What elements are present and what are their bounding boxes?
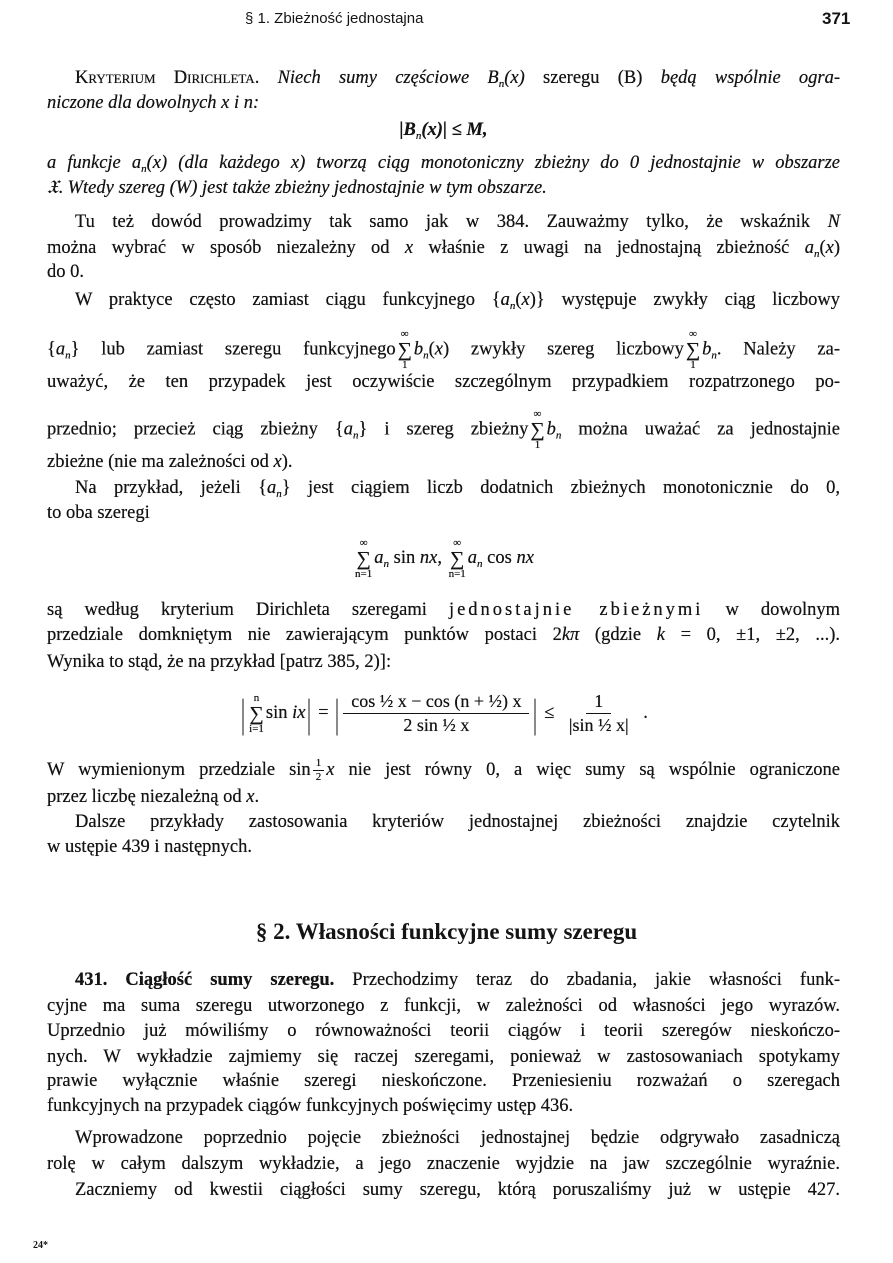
- sigma-glyph: ∑: [530, 419, 545, 441]
- sigma-glyph: ∑: [450, 547, 465, 570]
- text-line: [47, 65, 840, 91]
- text-segment: ): [833, 238, 840, 258]
- text-segment: (: [515, 290, 522, 310]
- sum-lower-limit: n=1: [448, 567, 466, 580]
- text-segment: x: [434, 339, 443, 360]
- page-number: 371: [822, 9, 851, 28]
- text-segment: x: [273, 452, 282, 472]
- text-segment: b: [546, 419, 556, 440]
- text-segment: x: [521, 290, 530, 310]
- text-segment: a: [266, 478, 277, 498]
- text-segment: n: [423, 349, 429, 362]
- text-segment: jednostajnie zbieżnymi: [448, 600, 704, 620]
- sum-lower-limit: 1: [534, 439, 541, 451]
- text-segment: } i szereg zbieżny: [358, 419, 529, 440]
- text-segment: Niech sumy częściowe B: [259, 68, 499, 88]
- text-segment: 𝔛: [47, 177, 59, 198]
- fraction: [343, 690, 529, 737]
- text-line: [47, 328, 840, 371]
- text-segment: cyjne ma suma szeregu utworzonego z funkcji, w zależności od własności jego wyrazów.: [47, 996, 840, 1016]
- text-segment: zbieżne (nie ma zależności od: [47, 452, 274, 472]
- text-segment: ix: [292, 703, 306, 723]
- text-segment: Zaczniemy od kwestii ciągłości sumy szeregu, którą poruszaliśmy już w ustępie 427.: [75, 1180, 840, 1200]
- sigma-glyph: ∑: [249, 702, 264, 725]
- text-segment: ) zwykły szereg liczbowy: [443, 339, 684, 360]
- text-segment: n: [141, 163, 147, 175]
- text-segment: nie jest równy 0, a więc sumy są wspólnie ograniczone: [334, 760, 840, 780]
- text-line: [47, 834, 840, 860]
- signature-mark: 24*: [33, 1240, 48, 1251]
- text-segment: można wybrać w sposób niezależny od: [47, 238, 405, 258]
- text-segment: (x): [504, 68, 525, 88]
- text-segment: przez liczbę niezależną od: [47, 787, 247, 807]
- text-segment: n: [555, 429, 562, 442]
- summation-symbol: [398, 329, 412, 371]
- text-segment: 431. Ciągłość sumy szeregu.: [75, 970, 335, 990]
- text-segment: a: [467, 548, 478, 568]
- text-segment: n: [813, 248, 820, 260]
- text-segment: n: [383, 558, 390, 570]
- text-segment: } jest ciągiem liczb dodatnich zbieżnych monotonicznie do 0,: [281, 478, 840, 498]
- text-line: [47, 117, 840, 143]
- absolute-value-bar: |: [533, 690, 538, 736]
- text-segment: nx: [419, 548, 438, 568]
- text-segment: x: [246, 787, 255, 807]
- text-segment: są według kryterium Dirichleta szeregami: [47, 600, 449, 620]
- text-segment: (x) (dla każdego x) tworzą ciąg monotoniczny zbieżny do 0 jednostajnie w obszarze: [146, 153, 840, 173]
- text-segment: (x)| ≤ M,: [421, 120, 488, 140]
- text-segment: prawie wyłącznie właśnie szeregi nieskończone. Przeniesieniu rozważań o szeregach: [47, 1071, 840, 1091]
- text-segment: funkcyjnych na przypadek ciągów funkcyjnych poświęcimy ustęp 436.: [47, 1096, 574, 1116]
- text-segment: =: [313, 703, 334, 723]
- summation-symbol: [249, 693, 264, 735]
- text-segment: . Należy za-: [716, 339, 840, 360]
- sum-upper-limit: ∞: [689, 328, 697, 340]
- sum-lower-limit: 1: [690, 359, 696, 371]
- fraction-numerator: 1: [313, 758, 325, 772]
- summation-symbol: [355, 538, 372, 580]
- text-line: [47, 175, 840, 201]
- text-segment: właśnie z uwagi na jednostajną zbieżność: [413, 238, 805, 258]
- fraction-denominator: 2: [315, 771, 322, 784]
- text-segment: n: [509, 300, 516, 312]
- text-segment: |B: [399, 120, 416, 140]
- text-segment: a: [374, 548, 384, 568]
- summation-symbol: [686, 329, 700, 371]
- text-segment: (: [428, 339, 435, 360]
- text-segment: n: [276, 488, 282, 500]
- text-segment: cos: [482, 548, 517, 568]
- fraction-numerator: cos ½ x − cos (n + ½) x: [343, 690, 529, 714]
- text-segment: Tu też dowód prowadzimy tak samo jak w 384. Zauważmy tylko, że wskaźnik: [75, 212, 828, 232]
- text-line: [47, 259, 840, 285]
- running-header-title: § 1. Zbieżność jednostajna: [245, 10, 424, 27]
- summation-symbol: [530, 409, 544, 451]
- text-segment: Wprowadzone poprzednio pojęcie zbieżności jednostajnej będzie odgrywało zasadniczą: [75, 1128, 840, 1148]
- sigma-glyph: ∑: [685, 339, 701, 361]
- fraction-numerator: 1: [586, 690, 611, 714]
- absolute-value-bar: |: [307, 690, 312, 736]
- text-segment: ≤: [539, 703, 559, 723]
- text-segment: x: [825, 238, 834, 258]
- text-line: [47, 1125, 840, 1151]
- text-segment: a: [343, 419, 353, 440]
- text-segment: Kryterium Dirichleta.: [75, 68, 260, 88]
- text-segment: sin: [389, 548, 420, 568]
- text-segment: a: [55, 339, 66, 360]
- text-line: [47, 90, 840, 116]
- fraction: [561, 690, 637, 737]
- text-line: [47, 533, 840, 583]
- text-segment: kπ: [561, 625, 580, 645]
- text-segment: nx: [516, 548, 534, 568]
- text-line: [47, 688, 840, 738]
- text-line: [47, 784, 840, 810]
- text-segment: a: [804, 238, 814, 258]
- text-segment: Na przykład, jeżeli {: [75, 478, 267, 498]
- text-segment: Przechodzimy teraz do zbadania, jakie własności funk-: [334, 970, 840, 990]
- text-segment: n: [65, 349, 71, 362]
- text-segment: W wymienionym przedziale sin: [47, 760, 311, 780]
- text-segment: W praktyce często zamiast ciągu funkcyjnego {: [75, 290, 501, 310]
- text-segment: będą wspólnie ogra-: [660, 68, 841, 88]
- text-line: [47, 809, 840, 835]
- fraction: [313, 758, 325, 784]
- text-segment: a funkcje a: [47, 153, 142, 173]
- text-segment: } lub zamiast szeregu funkcyjnego: [70, 339, 396, 360]
- text-segment: w dowolnym: [703, 600, 841, 620]
- text-line: [47, 500, 840, 526]
- text-line: [47, 622, 840, 648]
- text-segment: (gdzie: [579, 625, 657, 645]
- text-segment: )} występuje zwykły ciąg liczbowy: [529, 290, 841, 310]
- text-segment: Dalsze przykłady zastosowania kryteriów jednostajnej zbieżności znajdzie czytelnik: [75, 812, 840, 832]
- fraction-denominator: |sin ½ x|: [568, 715, 629, 736]
- text-segment: szeregu (B): [524, 68, 661, 88]
- text-segment: n: [711, 349, 717, 362]
- text-segment: n: [353, 429, 359, 442]
- text-segment: w ustępie 439 i następnych.: [47, 837, 252, 857]
- text-line: [47, 649, 840, 675]
- text-segment: ,: [437, 548, 447, 568]
- text-line: [47, 408, 840, 451]
- text-segment: b: [413, 339, 424, 360]
- text-line: [47, 1068, 840, 1094]
- text-line: [47, 1151, 840, 1177]
- text-segment: {: [47, 339, 56, 360]
- text-segment: n: [498, 78, 505, 90]
- sum-lower-limit: n=1: [355, 567, 373, 580]
- text-segment: k: [656, 625, 665, 645]
- text-segment: rolę w całym dalszym wykładzie, a jego znaczenie wyjdzie na jaw szczególnie wyraźnie.: [47, 1154, 840, 1174]
- text-segment: można uważać za jednostajnie: [561, 419, 840, 440]
- text-segment: x: [326, 760, 335, 780]
- sum-lower-limit: 1: [401, 359, 408, 371]
- text-line: [47, 209, 840, 235]
- text-line: [47, 287, 840, 313]
- text-segment: .: [638, 703, 648, 723]
- text-segment: ).: [281, 452, 293, 472]
- text-segment: Wtedy szereg (W) jest także zbieżny jednostajnie w tym obszarze.: [67, 178, 547, 198]
- text-segment: .: [254, 787, 260, 807]
- sigma-glyph: ∑: [397, 339, 412, 361]
- absolute-value-bar: |: [241, 690, 246, 736]
- sum-lower-limit: i=1: [249, 722, 264, 735]
- summation-symbol: [449, 538, 466, 580]
- sum-upper-limit: ∞: [533, 408, 542, 420]
- text-segment: a: [500, 290, 510, 310]
- text-line: [47, 1093, 840, 1119]
- sum-upper-limit: ∞: [453, 536, 462, 549]
- text-segment: n: [477, 558, 483, 570]
- text-segment: b: [702, 339, 712, 360]
- absolute-value-bar: |: [335, 690, 340, 736]
- sum-upper-limit: ∞: [400, 328, 409, 340]
- text-line: [47, 475, 840, 501]
- text-segment: przedziale domkniętym nie zawierającym punktów postaci 2: [47, 625, 562, 645]
- text-line: [47, 449, 840, 475]
- text-line: [47, 150, 840, 176]
- text-line: [47, 235, 840, 261]
- text-segment: x: [404, 238, 414, 258]
- section-heading: § 2. Własności funkcyjne sumy szeregu: [255, 919, 638, 944]
- text-segment: to oba szeregi: [47, 503, 150, 523]
- text-line: [47, 1018, 840, 1044]
- text-segment: uważyć, że ten przypadek jest oczywiście szczególnym przypadkiem rozpatrzonego po-: [47, 372, 840, 392]
- text-line: [47, 993, 840, 1019]
- text-segment: do 0.: [47, 262, 84, 282]
- fraction-denominator: 2 sin ½ x: [403, 715, 470, 736]
- text-segment: przednio; przecież ciąg zbieżny {: [47, 419, 344, 440]
- text-line: [47, 1177, 840, 1203]
- text-segment: (: [819, 238, 826, 258]
- text-line: [47, 967, 840, 993]
- text-line: [47, 369, 840, 395]
- text-segment: Uprzednio już mówiliśmy o równoważności teorii ciągów i teorii szeregów nieskończo-: [47, 1021, 840, 1041]
- sum-upper-limit: n: [253, 691, 260, 704]
- text-line: [47, 597, 840, 623]
- text-segment: sin: [265, 703, 293, 723]
- text-segment: .: [58, 178, 68, 198]
- text-segment: N: [827, 212, 840, 232]
- text-segment: n: [415, 130, 422, 142]
- text-segment: niczone dla dowolnych x i n:: [47, 93, 260, 113]
- text-line: [47, 757, 840, 783]
- text-segment: nych. W wykładzie zajmiemy się raczej szeregami, ponieważ w zastosowaniach spotykamy: [47, 1047, 840, 1067]
- sum-upper-limit: ∞: [359, 536, 368, 549]
- text-segment: Wynika to stąd, że na przykład [patrz 385, 2)]:: [47, 652, 392, 672]
- sigma-glyph: ∑: [356, 547, 371, 570]
- text-segment: = 0, ±1, ±2, ...).: [664, 625, 840, 645]
- text-line: [47, 1044, 840, 1070]
